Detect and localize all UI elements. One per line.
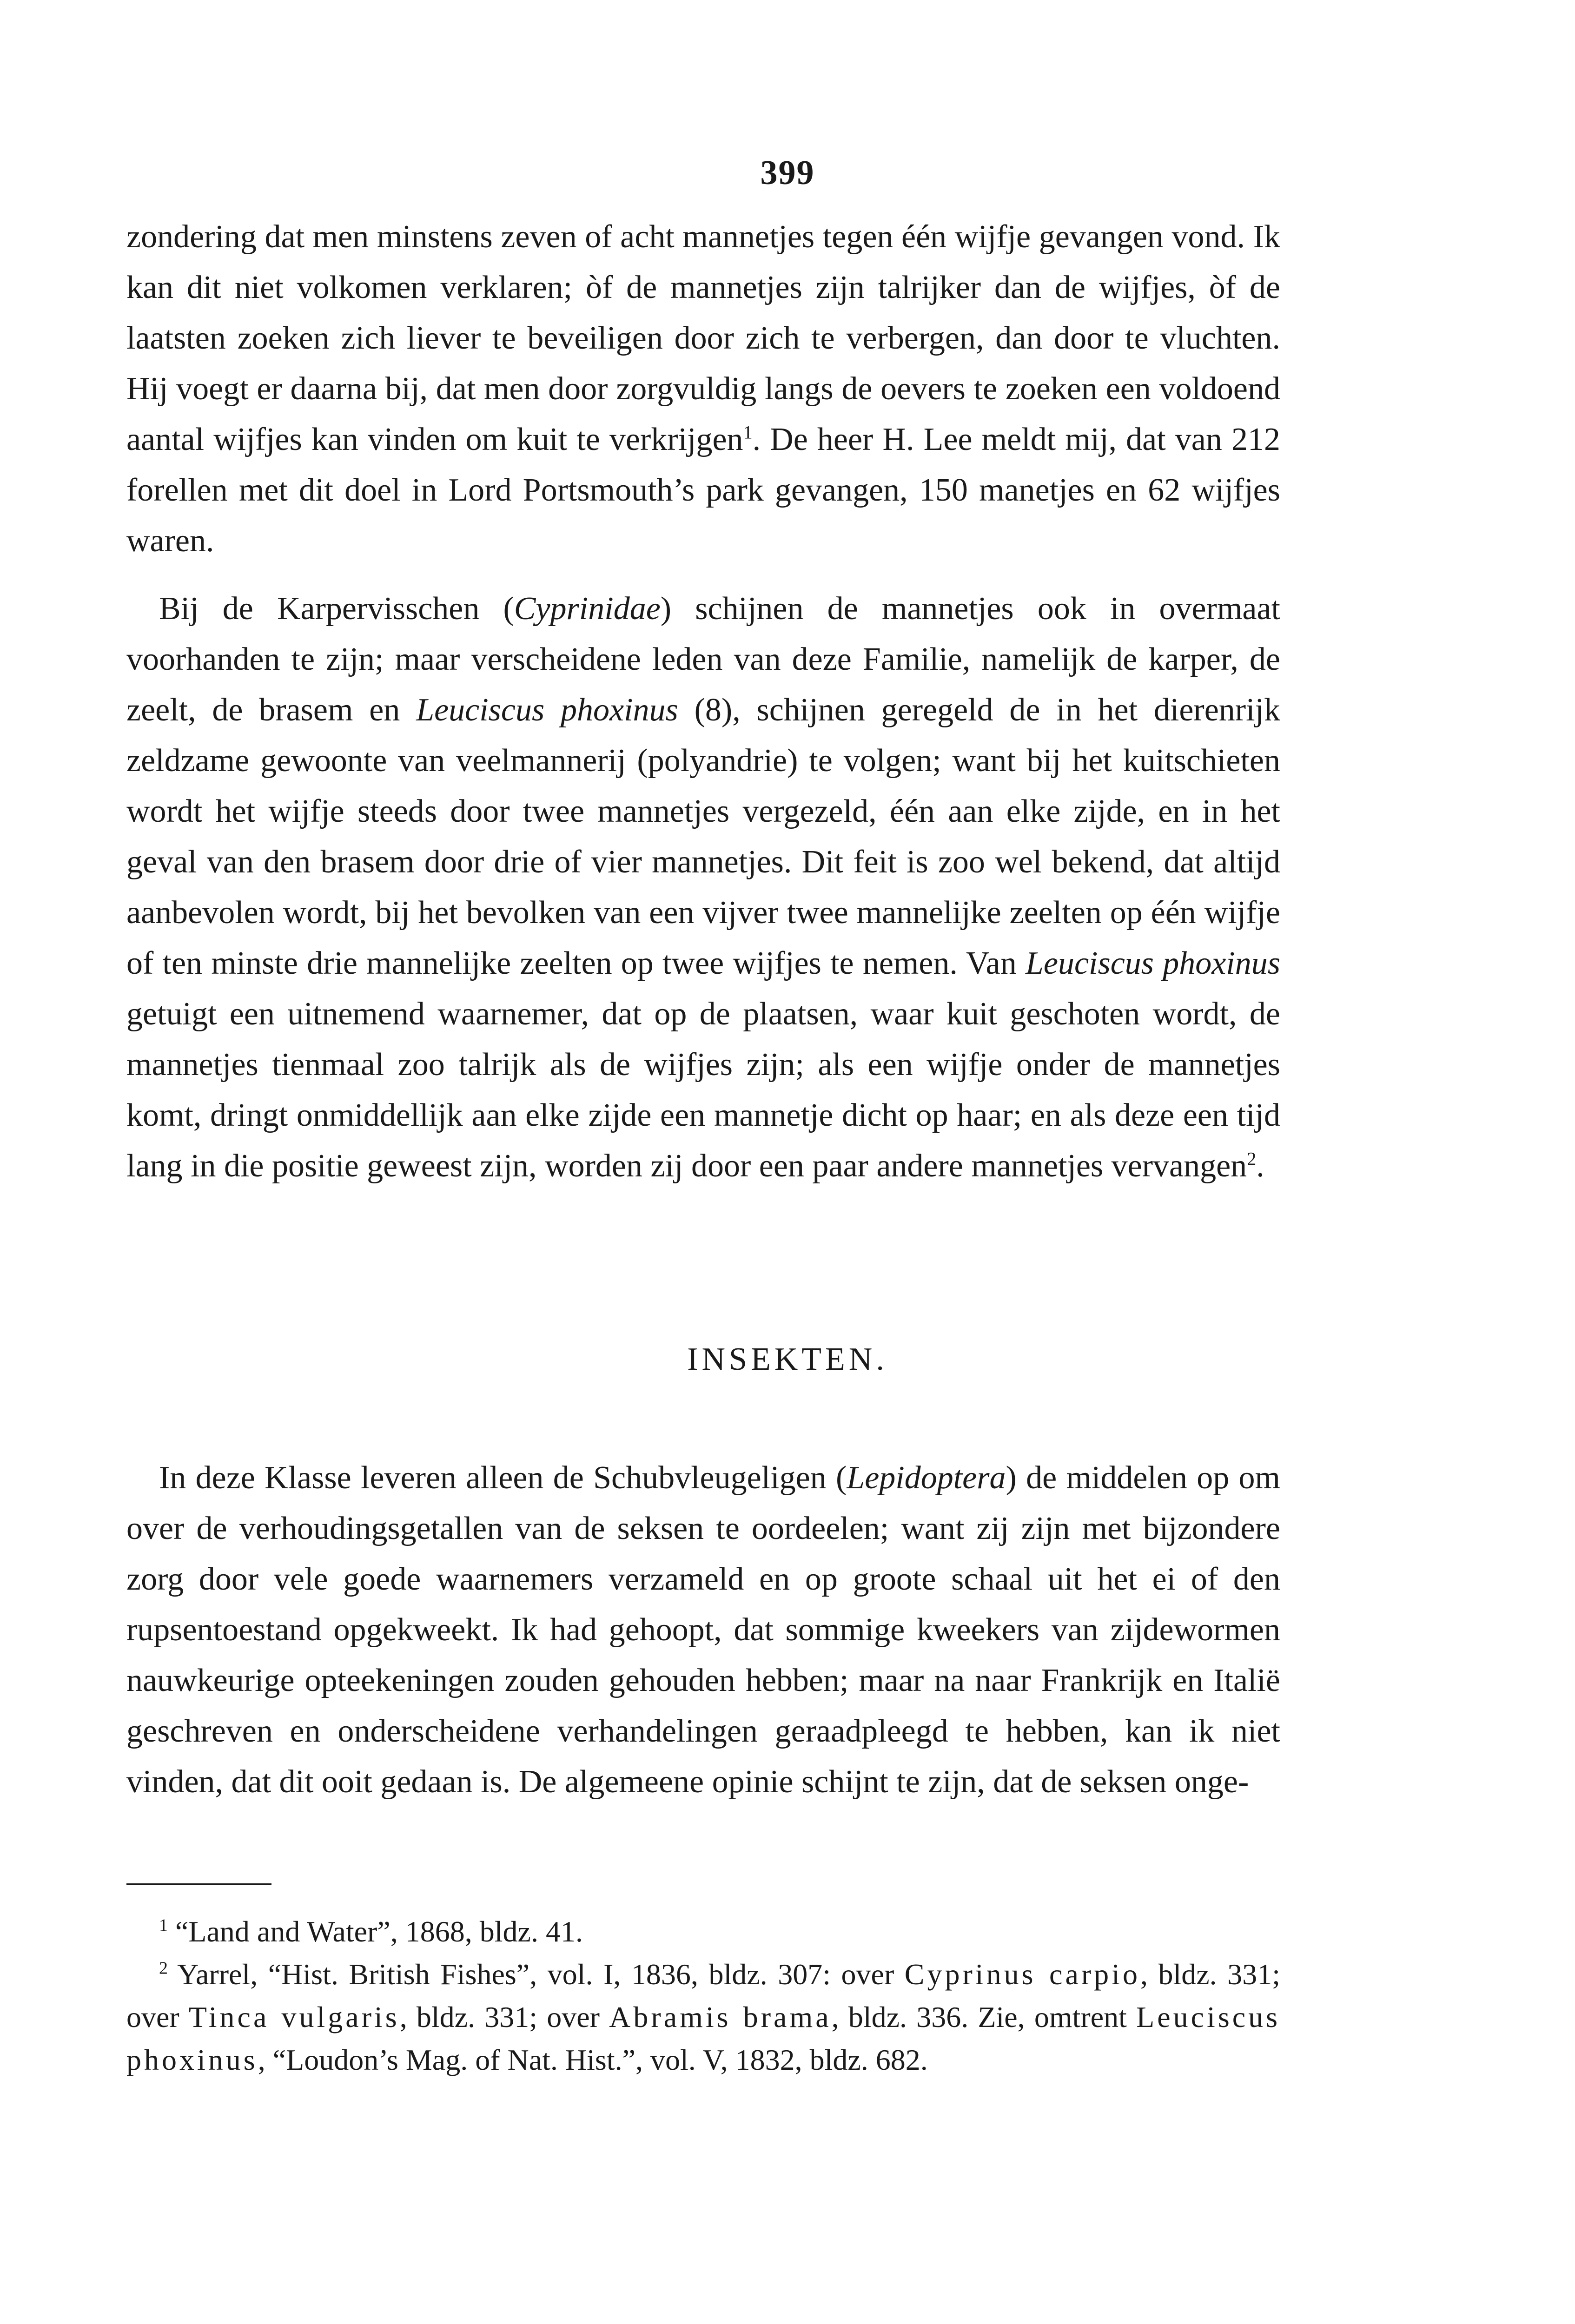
- paragraph-text: . De heer H. Lee meldt mij, dat van 212 forellen met dit doel in Lord Portsmouth’s park gevangen, 150 manetjes en 62 wijfjes waren.: [126, 422, 1280, 559]
- footnote-divider: [126, 1883, 271, 1885]
- paragraph-text: In deze Klasse leveren alleen de Schubvleugeligen (: [159, 1460, 847, 1496]
- footnote-marker: 1: [159, 1915, 168, 1935]
- latin-name: Cyprinidae: [514, 591, 661, 627]
- paragraph-text: (8), schijnen geregeld de in het dierenrijk zeldzame gewoonte van veelmannerij (polyandrie) te volgen; want bij het kuitschieten wordt het wijfje steeds door twee mannetjes vergezeld, één aan elke zijde, en in het geval van den brasem door drie of vier mannetjes. Dit feit is zoo wel bekend, dat altijd aanbevolen wordt, bij het bevolken van een vijver twee mannelijke zeelten op één wijfje of ten minste drie mannelijke zeelten op twee wijfjes te nemen. Van: [126, 692, 1280, 981]
- footnote-text: , “Loudon’s Mag. of Nat. Hist.”, vol. V, 1832, bldz. 682.: [258, 2043, 928, 2076]
- paragraph-text: ) schijnen de mannetjes ook in overmaat voorhanden te zijn; maar verscheidene leden van deze Familie, namelijk de karper, de zeelt, de brasem en: [126, 591, 1280, 728]
- paragraph-text: Bij de Karpervisschen (: [159, 591, 514, 627]
- latin-name: Leuciscus phoxinus: [416, 692, 678, 728]
- paragraph-text: ) de middelen op om over de verhoudingsgetallen van de seksen te oordeelen; want zij zijn met bijzondere zorg door vele goede waarnemers verzameld en op groote schaal uit het ei of den rupsentoestand opgekweekt. Ik had gehoopt, dat sommige kweekers van zijdewormen nauwkeurige opteekeningen zouden gehouden hebben; maar na naar Frankrijk en Italië geschreven en onderscheidene verhandelingen geraadpleegd te hebben, kan ik niet vinden, dat dit ooit gedaan is. De algemeene opinie schijnt te zijn, dat de seksen onge-: [126, 1460, 1281, 1800]
- footnote-marker: 2: [159, 1958, 168, 1978]
- paragraph-karpervisschen: [126, 583, 1280, 1191]
- footnote-text: , bldz. 331; over: [399, 2000, 609, 2034]
- latin-name: Lepidoptera: [847, 1460, 1006, 1496]
- footnote-text: Yarrel, “Hist. British Fishes”, vol. I, 1836, bldz. 307: over: [168, 1958, 905, 1991]
- species-name: Cyprinus carpio: [904, 1958, 1140, 1991]
- species-name: Leuciscus phoxinus: [126, 2000, 1281, 2076]
- footnote-2: [126, 1953, 1280, 2081]
- footnote-ref: 1: [743, 422, 753, 443]
- footnote-text: , bldz. 331; over: [126, 1958, 1280, 2034]
- species-name: Tinca vulgaris: [188, 2000, 400, 2034]
- paragraph-text: .: [1256, 1148, 1264, 1184]
- species-name: Abramis brama: [609, 2000, 832, 2034]
- footnote-1: [126, 1910, 1280, 1953]
- footnote-text: “Land and Water”, 1868, bldz. 41.: [168, 1915, 583, 1948]
- footnote-text: , bldz. 336. Zie, omtrent: [831, 2000, 1137, 2034]
- paragraph-insekten: [126, 1452, 1280, 1807]
- latin-name: Leuciscus phoxinus: [1025, 945, 1280, 981]
- paragraph-text: getuigt een uitnemend waarnemer, dat op de plaatsen, waar kuit geschoten wordt, de mannetjes tienmaal zoo talrijk als de wijfjes zijn; als een wijfje onder de mannetjes komt, dringt onmiddellijk aan elke zijde een mannetje dicht op haar; en als deze een tijd lang in die positie geweest zijn, worden zij door een paar andere mannetjes vervangen: [126, 996, 1280, 1184]
- section-heading: INSEKTEN.: [687, 1341, 888, 1377]
- footnote-ref: 2: [1247, 1148, 1257, 1169]
- footnotes: [126, 1910, 1280, 2081]
- paragraph-continued: [126, 211, 1280, 566]
- page-number: 399: [760, 154, 815, 192]
- paragraph-text: zondering dat men minstens zeven of acht mannetjes tegen één wijfje gevangen vond. Ik kan dit niet volkomen verklaren; òf de mannetjes zijn talrijker dan de wijfjes, òf de laatsten zoeken zich liever te beveiligen door zich te verbergen, dan door te vluchten. Hij voegt er daarna bij, dat men door zorgvuldig langs de oevers te zoeken een voldoend aantal wijfjes kan vinden om kuit te verkrijgen: [126, 219, 1280, 457]
